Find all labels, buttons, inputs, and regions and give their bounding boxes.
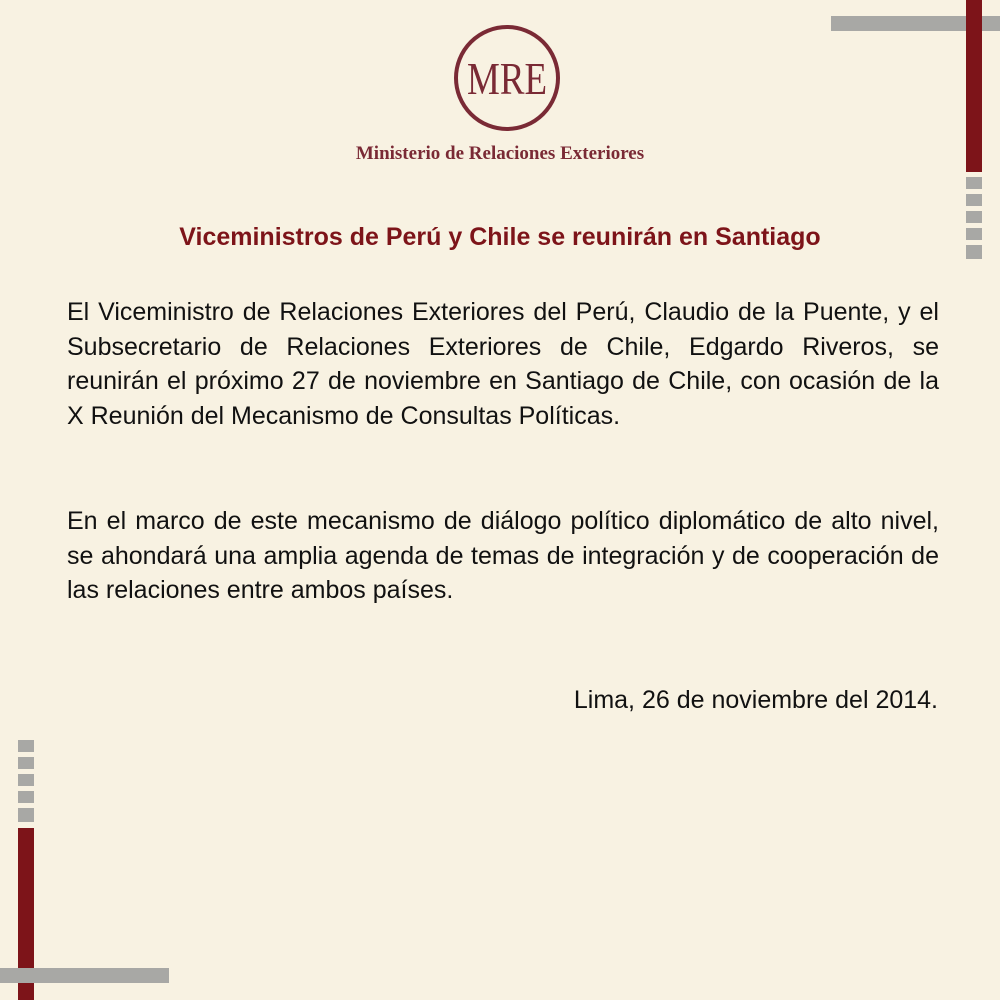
bottom-left-gray-bar [0, 968, 169, 983]
bottom-left-gray-block [18, 791, 34, 803]
top-right-gray-block [966, 211, 982, 223]
body-paragraph-2: En el marco de este mecanismo de diálogo político diplomático de alto nivel, se ahondará una amplia agenda de temas de integración y de cooperación de las relaciones entre ambos países. [67, 507, 939, 604]
ministry-name: Ministerio de Relaciones Exteriores [355, 143, 645, 164]
body-paragraph-1: El Viceministro de Relaciones Exteriores del Perú, Claudio de la Puente, y el Subsecretario de Relaciones Exteriores de Chile, Edgardo Riveros, se reunirán el próximo 27 de noviembre en Santiago de Chile, con ocasión de la X Reunión del Mecanismo de Consultas Políticas. [67, 298, 939, 430]
logo-monogram: MRE [467, 53, 547, 104]
bottom-left-gray-block [18, 757, 34, 769]
page-title: Viceministros de Perú y Chile se reunirán en Santiago [179, 223, 821, 251]
bottom-left-gray-block [18, 808, 34, 822]
mre-logo [453, 24, 561, 132]
bottom-left-gray-block [18, 740, 34, 752]
top-right-gray-block [966, 194, 982, 206]
bottom-left-gray-block [18, 774, 34, 786]
dateline: Lima, 26 de noviembre del 2014. [573, 686, 938, 714]
top-right-gray-block [966, 177, 982, 189]
